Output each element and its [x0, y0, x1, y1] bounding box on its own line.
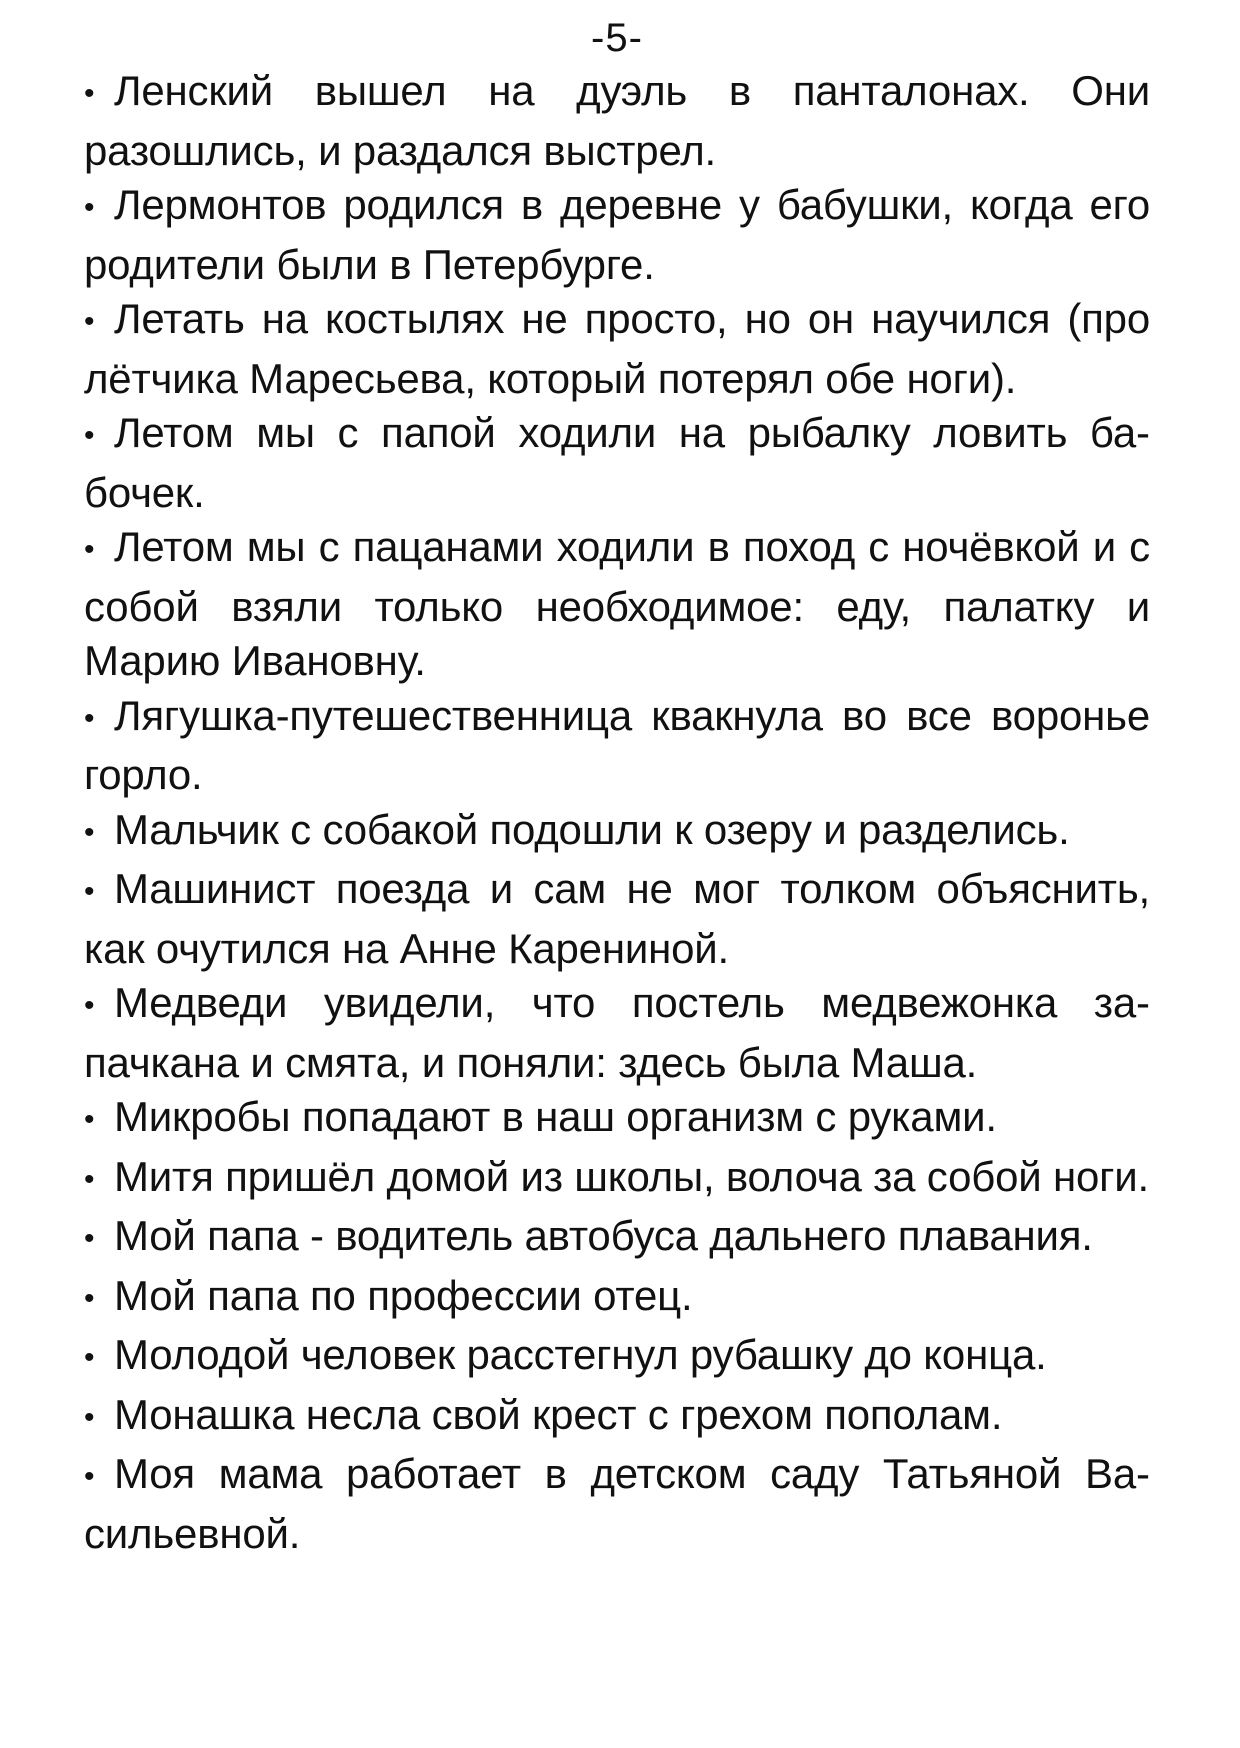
list-item-text: Летом мы с пацанами ходили в поход с ночёвкой и с собой взяли только необходимое: еду, палатку и Марию Ивановну.	[84, 523, 1150, 684]
list-item	[84, 1269, 1150, 1329]
list-item	[84, 520, 1150, 689]
list-item-text: Летать на костылях не просто, но он научился (про лётчика Маресьева, который потерял обе ноги).	[84, 295, 1150, 402]
list-item	[84, 406, 1150, 520]
list-item-text: Медведи увидели, что постель медвежонка запачкана и смята, и поняли: здесь была Маша.	[84, 979, 1150, 1086]
bullet-icon: •	[84, 1281, 95, 1315]
list-item-text: Микробы попадают в наш организм с руками.	[114, 1093, 997, 1140]
bullet-icon: •	[84, 815, 95, 849]
list-item-text: Лермонтов родился в деревне у бабушки, когда его родители были в Петербурге.	[84, 181, 1150, 288]
bullet-icon: •	[84, 419, 95, 452]
list-item	[84, 1447, 1150, 1561]
bullet-icon: •	[84, 533, 95, 566]
list-item	[84, 1150, 1150, 1210]
list-item	[84, 178, 1150, 292]
list-item	[84, 1328, 1150, 1388]
bullet-icon: •	[84, 191, 95, 224]
list-item	[84, 64, 1150, 178]
list-item-text: Молодой человек расстегнул рубашку до конца.	[114, 1331, 1047, 1378]
bullet-icon: •	[84, 1103, 95, 1136]
list-item	[84, 1209, 1150, 1269]
bullet-icon: •	[84, 989, 95, 1022]
list-item	[84, 689, 1150, 803]
list-item-text: Мой папа - водитель автобуса дальнего плавания.	[114, 1212, 1093, 1259]
bullet-icon: •	[84, 1341, 95, 1374]
quote-list	[84, 64, 1150, 1561]
bullet-icon: •	[84, 305, 95, 338]
list-item	[84, 803, 1150, 863]
bullet-icon: •	[84, 1162, 95, 1196]
list-item	[84, 976, 1150, 1090]
list-item	[84, 1090, 1150, 1150]
list-item-text: Монашка несла свой крест с грехом пополам.	[114, 1390, 1003, 1438]
bullet-icon: •	[84, 77, 95, 110]
list-item-text: Машинист поезда и сам не мог толком объяснить, как очутился на Анне Карениной.	[84, 865, 1150, 972]
bullet-icon: •	[84, 875, 95, 908]
list-item-text: Моя мама работает в детском саду Татьяной Васильевной.	[84, 1450, 1150, 1557]
list-item	[84, 862, 1150, 976]
bullet-icon: •	[84, 1400, 95, 1434]
list-item-text: Мальчик с собакой подошли к озеру и разделись.	[114, 805, 1070, 853]
list-item	[84, 1388, 1150, 1448]
list-item-text: Мой папа по профессии отец.	[114, 1271, 693, 1319]
list-item-text: Митя пришёл домой из школы, волоча за собой ноги.	[114, 1152, 1149, 1200]
bullet-icon: •	[84, 1222, 95, 1255]
list-item-text: Ленский вышел на дуэль в панталонах. Они разошлись, и раздался выстрел.	[84, 67, 1150, 174]
page-number: -5-	[591, 16, 643, 60]
list-item-text: Летом мы с папой ходили на рыбалку ловить бабочек.	[84, 409, 1150, 516]
list-item	[84, 292, 1150, 406]
bullet-icon: •	[84, 701, 95, 735]
list-item-text: Лягушка-путешественница квакнула во все воронье горло.	[84, 691, 1150, 798]
bullet-icon: •	[84, 1460, 95, 1493]
